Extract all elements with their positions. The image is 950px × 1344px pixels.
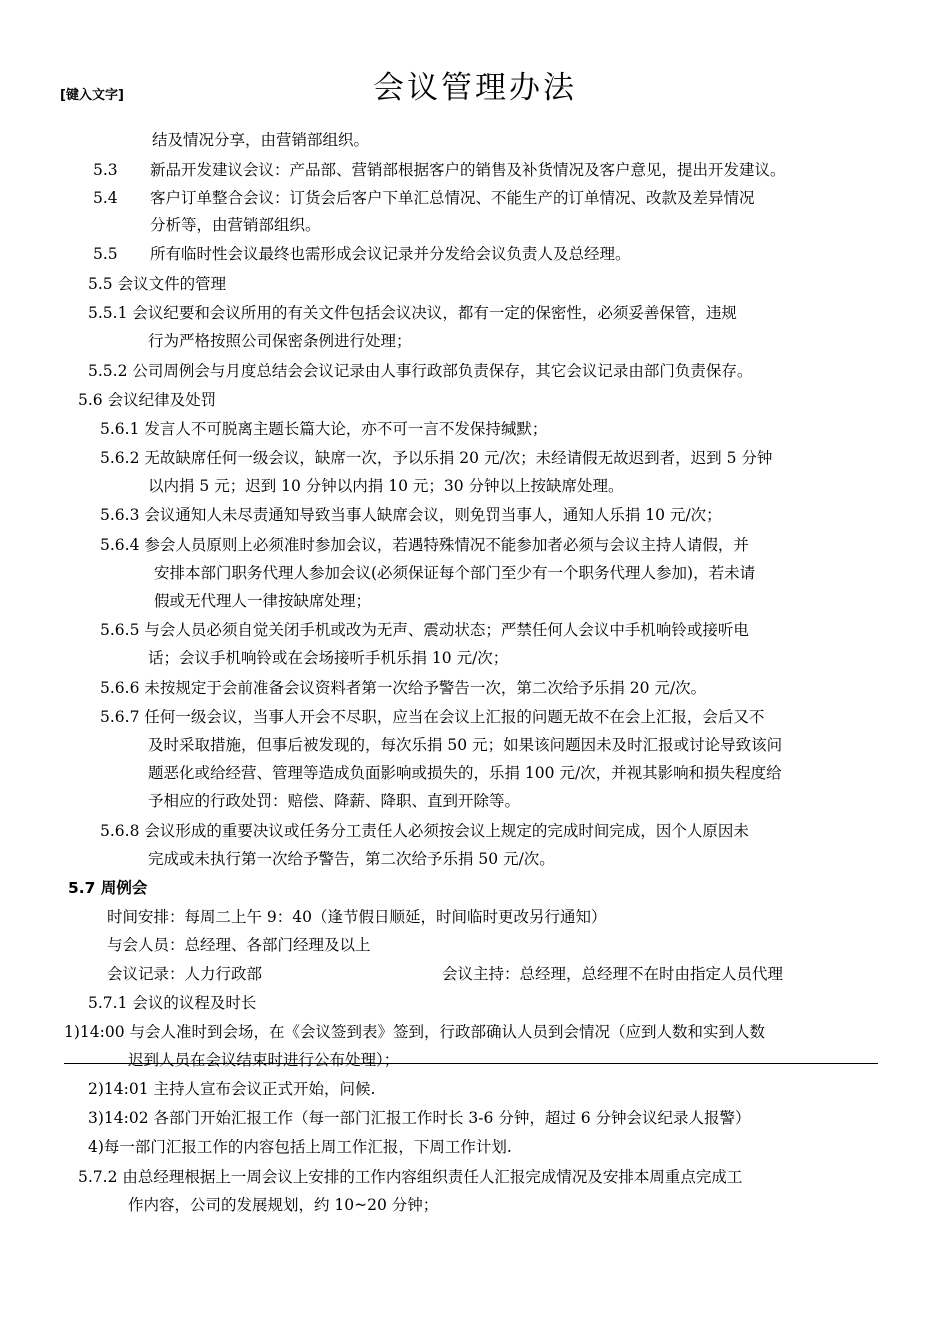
section-heading: 5.7 周例会 [68,879,148,897]
text-line: 5.6.5 与会人员必须自觉关闭手机或改为无声、震动状态；严禁任何人会议中手机响铃或接听电 [100,621,749,639]
text-line: 5.6.2 无故缺席任何一级会议，缺席一次，予以乐捐 20 元/次；未经请假无故迟到者，迟到 5 分钟 [100,449,773,467]
text-line: 5.6.4 参会人员原则上必须准时参加会议，若遇特殊情况不能参加者必须与会议主持人请假，并 [100,536,749,554]
section-heading: 5.6 会议纪律及处罚 [78,391,217,409]
text-line: 新品开发建议会议：产品部、营销部根据客户的销售及补货情况及客户意见，提出开发建议。 [150,161,786,179]
text-line: 客户订单整合会议：订货会后客户下单汇总情况、不能生产的订单情况、改款及差异情况 [150,189,755,207]
text-line: 以内捐 5 元；迟到 10 分钟以内捐 10 元；30 分钟以上按缺席处理。 [148,477,624,495]
section-heading: 5.5 会议文件的管理 [88,275,227,293]
text-line: 假或无代理人一律按缺席处理； [154,592,372,610]
text-line: 2)14:01 主持人宣布会议正式开始，问候. [88,1080,376,1098]
text-line: 作内容，公司的发展规划，约 10~20 分钟； [128,1196,439,1214]
text-line: 会议主持：总经理，总经理不在时由指定人员代理 [442,965,784,983]
text-line: 分析等，由营销部组织。 [150,216,321,234]
text-line: 及时采取措施，但事后被发现的，每次乐捐 50 元；如果该问题因未及时汇报或讨论导致该问 [148,736,783,754]
header-tag: [键入文字] [60,88,124,103]
clause-number: 5.3 [93,161,118,179]
text-line: 安排本部门职务代理人参加会议(必须保证每个部门至少有一个职务代理人参加)，若未请 [154,564,756,582]
text-line: 会议记录：人力行政部 [107,965,263,983]
text-line: 4)每一部门汇报工作的内容包括上周工作汇报，下周工作计划. [88,1138,512,1156]
text-line: 予相应的行政处罚：赔偿、降薪、降职、直到开除等。 [148,792,521,810]
text-line: 5.6.1 发言人不可脱离主题长篇大论，亦不可一言不发保持缄默； [100,420,548,438]
text-line: 迟到人员在会议结束时进行公布处理）； [128,1051,400,1069]
text-line: 话；会议手机响铃或在会场接听手机乐捐 10 元/次； [148,649,509,667]
text-line: 5.5.2 公司周例会与月度总结会会议记录由人事行政部负责保存，其它会议记录由部门负责保存。 [88,362,753,380]
clause-number: 5.5 [93,245,118,263]
text-line: 所有临时性会议最终也需形成会议记录并分发给会议负责人及总经理。 [150,245,631,263]
text-line: 1)14:00 与会人准时到会场，在《会议签到表》签到，行政部确认人员到会情况（应到人数和实到人数 [64,1023,766,1041]
text-line: 5.6.6 未按规定于会前准备会议资料者第一次给予警告一次，第二次给予乐捐 20 元/次。 [100,679,707,697]
text-line: 结及情况分享，由营销部组织。 [152,131,370,149]
text-line: 5.6.7 任何一级会议，当事人开会不尽职，应当在会议上汇报的问题无故不在会上汇报，会后又不 [100,708,765,726]
text-line: 5.6.8 会议形成的重要决议或任务分工责任人必须按会议上规定的完成时间完成，因个人原因未 [100,822,749,840]
text-line: 5.7.2 由总经理根据上一周会议上安排的工作内容组织责任人汇报完成情况及安排本周重点完成工 [78,1168,743,1186]
text-line: 行为严格按照公司保密条例进行处理； [148,332,412,350]
text-line: 3)14:02 各部门开始汇报工作（每一部门汇报工作时长 3-6 分钟，超过 6 分钟会议纪录人报警） [88,1109,751,1127]
strikethrough-rule [64,1063,878,1064]
page-title: 会议管理办法 [373,70,577,106]
section-heading: 5.7.1 会议的议程及时长 [88,994,257,1012]
text-line: 与会人员：总经理、各部门经理及以上 [107,936,371,954]
text-line: 完成或未执行第一次给予警告，第二次给予乐捐 50 元/次。 [148,850,555,868]
text-line: 5.5.1 会议纪要和会议所用的有关文件包括会议决议，都有一定的保密性，必须妥善保管，违规 [88,304,737,322]
text-line: 5.6.3 会议通知人未尽责通知导致当事人缺席会议，则免罚当事人，通知人乐捐 10 元/次； [100,506,722,524]
clause-number: 5.4 [93,189,118,207]
text-line: 题恶化或给经营、管理等造成负面影响或损失的，乐捐 100 元/次，并视其影响和损失程度给 [148,764,782,782]
text-line: 时间安排：每周二上午 9：40（逢节假日顺延，时间临时更改另行通知） [107,908,607,926]
